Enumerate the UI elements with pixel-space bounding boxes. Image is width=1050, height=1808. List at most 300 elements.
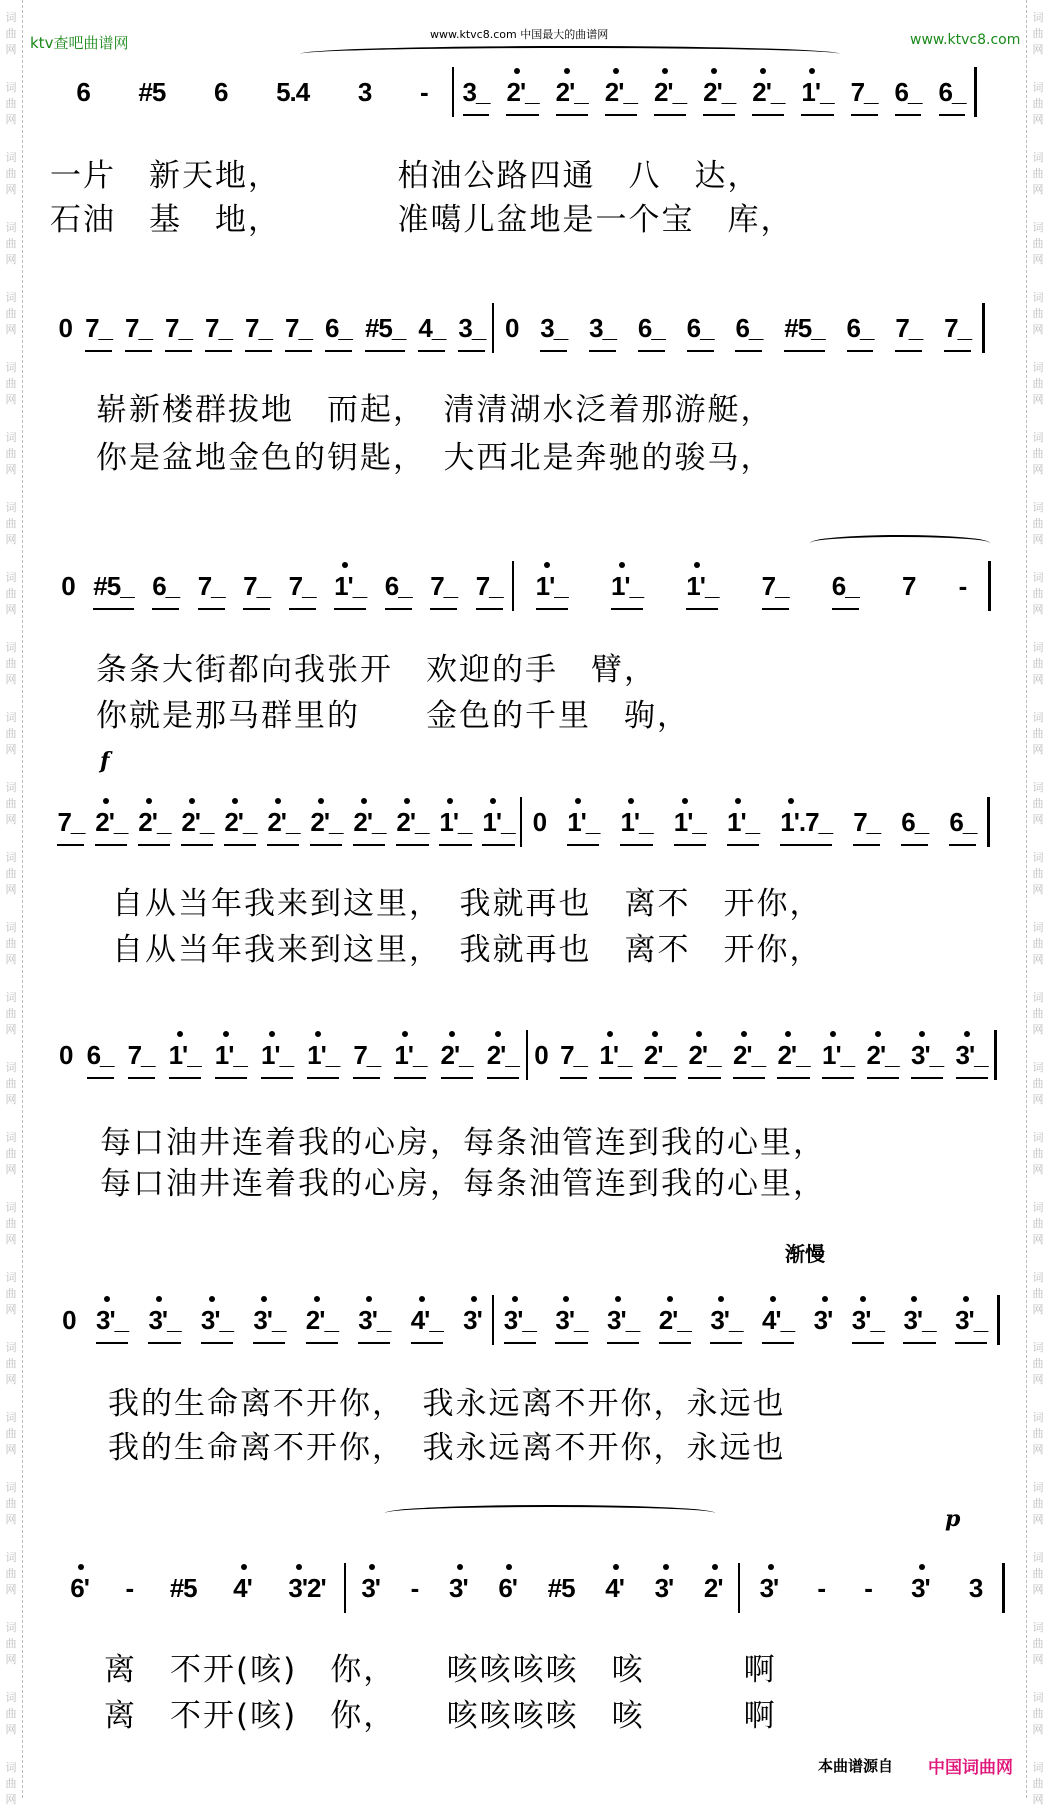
watermark-text: 词曲网 — [1032, 1201, 1044, 1246]
note — [801, 72, 833, 112]
note-token: 1'_ — [214, 1040, 247, 1070]
octave-dot — [615, 1296, 621, 1302]
beam-line — [607, 1342, 639, 1344]
octave-dot — [342, 562, 348, 568]
watermark-text: 词曲网 — [5, 1131, 17, 1176]
octave-dot — [694, 562, 700, 568]
lyric-line: 崭新楼群拔地 而起， 清清湖水泛着那游艇， — [96, 392, 774, 428]
watermark-text: 词曲网 — [1032, 1411, 1044, 1456]
note-token: 6_ — [324, 313, 352, 343]
beam-line — [710, 1342, 742, 1344]
measure — [52, 556, 512, 616]
note-token: 7_ — [243, 571, 271, 601]
note — [59, 1035, 72, 1075]
beam-line — [334, 608, 366, 610]
beam-line — [895, 350, 922, 352]
note-token: #5 — [138, 77, 166, 107]
beam-line — [267, 844, 299, 846]
note — [261, 1035, 293, 1075]
note — [704, 1568, 723, 1608]
beam-line — [949, 844, 976, 846]
note-token: #5 — [169, 1573, 197, 1603]
note-token: - — [410, 1573, 419, 1603]
note-token: 7_ — [895, 313, 923, 343]
measure — [52, 1290, 492, 1350]
octave-dot — [712, 1564, 718, 1570]
note — [944, 308, 971, 348]
measure — [494, 1290, 997, 1350]
note — [385, 566, 412, 606]
beam-line — [87, 1077, 114, 1079]
note-token: 3_ — [462, 77, 490, 107]
beam-line — [463, 114, 490, 116]
site-logo-left[interactable]: ktv查吧曲谱网 — [30, 34, 129, 52]
note — [85, 308, 112, 348]
beam-line — [310, 844, 342, 846]
note — [533, 802, 546, 842]
note-token: 6' — [70, 1573, 89, 1603]
watermark-text: 词曲网 — [5, 151, 17, 196]
watermark-text: 词曲网 — [5, 1341, 17, 1386]
measure — [454, 62, 974, 122]
note — [540, 308, 567, 348]
watermark-text: 词曲网 — [5, 501, 17, 546]
beam-line — [506, 114, 538, 116]
lyric-line: 你是盆地金色的钥匙， 大西北是奔驰的骏马， — [96, 440, 774, 476]
beam-line — [903, 1342, 935, 1344]
watermark-text: 词曲网 — [5, 1201, 17, 1246]
note — [482, 802, 514, 842]
note — [506, 72, 538, 112]
watermark-text: 词曲网 — [5, 1481, 17, 1526]
note — [441, 1035, 473, 1075]
beam-line — [205, 350, 232, 352]
note — [128, 1035, 155, 1075]
note-token: 1'_ — [673, 807, 706, 837]
watermark-text: 词曲网 — [5, 1621, 17, 1666]
note — [752, 72, 784, 112]
note — [599, 1035, 631, 1075]
octave-dot — [544, 562, 550, 568]
note-token: 0 — [59, 1040, 73, 1070]
note-token: 7_ — [944, 313, 972, 343]
note — [61, 566, 74, 606]
barline — [1002, 1563, 1005, 1613]
note-token: - — [125, 1573, 134, 1603]
note — [411, 1568, 419, 1608]
note-token: 0 — [504, 313, 519, 343]
beam-line — [224, 844, 256, 846]
beam-line — [285, 350, 312, 352]
note-token: 2'_ — [555, 77, 588, 107]
barline — [997, 1295, 1000, 1345]
note-token: 1'_ — [394, 1040, 427, 1070]
watermark-text: 词曲网 — [1032, 1481, 1044, 1526]
note-token: 1'_ — [334, 571, 367, 601]
octave-dot — [241, 1564, 247, 1570]
note — [93, 566, 133, 606]
watermark-text: 词曲网 — [1032, 151, 1044, 196]
beam-line — [852, 1342, 884, 1344]
note-token: 3_ — [540, 313, 568, 343]
beam-line — [589, 350, 616, 352]
beam-line — [956, 1077, 988, 1079]
tie-slur — [385, 1505, 715, 1521]
beam-line — [289, 608, 316, 610]
octave-dot — [369, 1564, 375, 1570]
note — [289, 566, 316, 606]
note-token: 2'_ — [267, 807, 300, 837]
note-token: 2'_ — [138, 807, 171, 837]
note — [852, 1300, 884, 1340]
octave-dot — [741, 1031, 747, 1037]
watermark-text: 词曲网 — [1032, 501, 1044, 546]
note-token: 7_ — [57, 807, 85, 837]
beam-line — [353, 844, 385, 846]
octave-dot — [104, 1296, 110, 1302]
note — [307, 1035, 339, 1075]
octave-dot — [514, 68, 520, 74]
octave-dot — [667, 1296, 673, 1302]
watermark-text: 词曲网 — [1032, 991, 1044, 1036]
note — [449, 1568, 468, 1608]
score-row — [52, 556, 991, 616]
watermark-text: 词曲网 — [5, 1411, 17, 1456]
beam-line — [851, 114, 878, 116]
beam-line — [243, 608, 270, 610]
beam-line — [939, 114, 966, 116]
measure — [494, 298, 982, 358]
beam-line — [439, 844, 471, 846]
note-token: 6 — [76, 77, 90, 107]
lyric-line: 自从当年我来到这里， 我就再也 离不 开你， — [112, 932, 823, 968]
octave-dot — [506, 1564, 512, 1570]
watermark-text: 词曲网 — [5, 291, 17, 336]
note — [548, 1568, 575, 1608]
beam-line — [365, 350, 405, 352]
watermark-text: 词曲网 — [5, 361, 17, 406]
tempo-marking: 渐慢 — [785, 1242, 825, 1266]
note — [674, 802, 706, 842]
tie-slur — [300, 46, 840, 62]
note-token: 6_ — [152, 571, 180, 601]
note-token: 6_ — [86, 1040, 114, 1070]
beam-line — [674, 844, 706, 846]
note-token: 2' — [703, 1573, 723, 1603]
watermark-text: 词曲网 — [1032, 1551, 1044, 1596]
octave-dot — [628, 798, 634, 804]
note — [895, 72, 922, 112]
note — [165, 308, 192, 348]
note — [851, 72, 878, 112]
note-token: 1'_ — [620, 807, 653, 837]
note-token: 2'_ — [688, 1040, 721, 1070]
octave-dot — [156, 1296, 162, 1302]
left-margin-border — [22, 0, 23, 1798]
octave-dot — [788, 798, 794, 804]
note — [285, 308, 312, 348]
note-token: 4'_ — [761, 1305, 795, 1335]
note-token: 1'_ — [599, 1040, 632, 1070]
beam-line — [353, 1077, 380, 1079]
note-token: #5_ — [93, 571, 134, 601]
lyric-line: 我的生命离不开你， 我永远离不开你，永远也 — [108, 1430, 786, 1466]
note-token: 6_ — [686, 313, 714, 343]
note — [686, 566, 718, 606]
beam-line — [482, 844, 514, 846]
beam-line — [125, 350, 152, 352]
beam-line — [181, 844, 213, 846]
beam-line — [644, 1077, 676, 1079]
note — [589, 308, 616, 348]
note-token: 1'_ — [535, 571, 568, 601]
beam-line — [261, 1077, 293, 1079]
beam-line — [540, 350, 567, 352]
note-token: 7_ — [85, 313, 112, 343]
beam-line — [411, 1342, 443, 1344]
beam-line — [687, 350, 714, 352]
note — [215, 1035, 247, 1075]
beam-line — [659, 1342, 691, 1344]
octave-dot — [919, 1031, 925, 1037]
octave-dot — [457, 1564, 463, 1570]
measure — [52, 298, 492, 358]
note — [487, 1035, 519, 1075]
note — [310, 802, 342, 842]
note — [243, 566, 270, 606]
note — [555, 1300, 587, 1340]
note-token: 2'_ — [305, 1305, 338, 1335]
note-token: 7_ — [125, 313, 152, 343]
measure — [346, 1558, 738, 1618]
note-token: 3 — [357, 77, 372, 107]
note — [901, 802, 928, 842]
note-token: 3_ — [458, 313, 486, 343]
beam-line — [901, 844, 928, 846]
note-token: 7_ — [197, 571, 225, 601]
note-token: 2'_ — [506, 77, 539, 107]
barline — [974, 67, 977, 117]
beam-line — [944, 350, 971, 352]
note — [895, 308, 922, 348]
beam-line — [688, 1077, 720, 1079]
dynamic-forte: f — [100, 748, 110, 774]
beam-line — [654, 114, 686, 116]
note-token: 4' — [233, 1573, 252, 1603]
note — [361, 1568, 380, 1608]
note — [762, 1300, 794, 1340]
note-token: 2'_ — [604, 77, 637, 107]
note — [504, 1300, 536, 1340]
note-token: #5 — [547, 1573, 575, 1603]
note-token: - — [864, 1573, 872, 1603]
note-token: 3' — [654, 1573, 674, 1603]
octave-dot — [471, 1296, 477, 1302]
note — [394, 1035, 426, 1075]
beam-line — [867, 1077, 899, 1079]
watermark-text: 词曲网 — [1032, 781, 1044, 826]
note-token: 1'_ — [260, 1040, 294, 1070]
octave-dot — [564, 68, 570, 74]
note-token: 6_ — [894, 77, 922, 107]
note-token: 7_ — [165, 313, 192, 343]
barline — [994, 1030, 997, 1080]
note-token: 1'_ — [307, 1040, 340, 1070]
measure — [52, 1558, 344, 1618]
watermark-text: 词曲网 — [1032, 641, 1044, 686]
note-token: 3'_ — [95, 1305, 129, 1335]
note-token: 6_ — [846, 313, 874, 343]
octave-dot — [315, 1031, 321, 1037]
beam-line — [385, 608, 412, 610]
note-token: 0 — [61, 571, 75, 601]
right-margin-border — [1026, 0, 1027, 1798]
note-token: 3'_ — [253, 1305, 286, 1335]
note — [267, 802, 299, 842]
octave-dot — [189, 798, 195, 804]
octave-dot — [314, 1296, 320, 1302]
note — [148, 1300, 180, 1340]
watermark-text: 词曲网 — [5, 641, 17, 686]
beam-line — [784, 350, 824, 352]
measure — [522, 792, 987, 852]
note — [780, 802, 832, 842]
note — [853, 802, 880, 842]
note-token: 7_ — [288, 571, 316, 601]
note-token: 3'_ — [851, 1305, 884, 1335]
note-token: 3' — [759, 1573, 779, 1603]
note — [70, 1568, 89, 1608]
note-token: 4' — [605, 1573, 624, 1603]
note-token: 6_ — [949, 807, 977, 837]
octave-dot — [512, 1296, 518, 1302]
beam-line — [762, 608, 789, 610]
beam-line — [777, 1077, 809, 1079]
beam-line — [430, 608, 457, 610]
note-token: 7_ — [850, 77, 878, 107]
measure — [52, 1025, 526, 1085]
beam-line — [96, 1342, 128, 1344]
beam-line — [620, 844, 652, 846]
lyric-line: 一片 新天地， 柏油公路四通 八 达， — [50, 158, 761, 194]
beam-line — [735, 350, 762, 352]
note — [760, 1568, 779, 1608]
note-token: 1'_ — [567, 807, 600, 837]
beam-line — [148, 1342, 180, 1344]
barline — [987, 797, 990, 847]
source-site-link[interactable]: 中国词曲网 — [928, 1758, 1013, 1778]
octave-dot — [662, 68, 668, 74]
note — [76, 72, 89, 112]
note-token: 2'_ — [866, 1040, 899, 1070]
octave-dot — [770, 1296, 776, 1302]
beam-line — [441, 1077, 473, 1079]
note — [463, 72, 490, 112]
watermark-text: 词曲网 — [1032, 221, 1044, 266]
note-token: 2'_ — [95, 807, 128, 837]
note — [638, 308, 665, 348]
beam-line — [93, 608, 133, 610]
octave-dot — [209, 1296, 215, 1302]
octave-dot — [663, 1564, 669, 1570]
note — [703, 72, 735, 112]
note — [420, 72, 428, 112]
note — [476, 566, 503, 606]
note — [659, 1300, 691, 1340]
note — [959, 566, 967, 606]
note-token: 6 — [213, 77, 228, 107]
note-token: 1'_ — [686, 571, 719, 601]
note — [439, 802, 471, 842]
score-row — [52, 1558, 1005, 1618]
lyric-line: 你就是那马群里的 金色的千里 驹， — [96, 698, 690, 734]
watermark-text: 词曲网 — [1032, 431, 1044, 476]
note — [864, 1568, 872, 1608]
note-token: 4'_ — [410, 1305, 443, 1335]
note-token: 0 — [62, 1305, 76, 1335]
note — [655, 1568, 674, 1608]
octave-dot — [652, 1031, 658, 1037]
note-token: 6_ — [735, 313, 763, 343]
site-url-right[interactable]: www.ktvc8.com — [910, 32, 1021, 48]
measure — [52, 792, 520, 852]
note-token: 3'_ — [955, 1040, 988, 1070]
octave-dot — [860, 1296, 866, 1302]
lyric-line: 离 不开(咳) 你， 咳咳咳咳 咳 啊 — [104, 1652, 777, 1688]
beam-line — [418, 350, 445, 352]
octave-dot — [711, 68, 717, 74]
beam-line — [325, 350, 352, 352]
note — [96, 1300, 128, 1340]
octave-dot — [718, 1296, 724, 1302]
beam-line — [138, 844, 170, 846]
watermark-text: 词曲网 — [1032, 11, 1044, 56]
note — [138, 72, 165, 112]
lyric-line: 离 不开(咳) 你， 咳咳咳咳 咳 啊 — [104, 1698, 777, 1734]
beam-line — [560, 1077, 587, 1079]
beam-line — [686, 608, 718, 610]
watermark-text: 词曲网 — [5, 1691, 17, 1736]
watermark-text: 词曲网 — [1032, 291, 1044, 336]
note — [762, 566, 789, 606]
note — [605, 1568, 624, 1608]
beam-line — [555, 1342, 587, 1344]
note — [205, 308, 232, 348]
beam-line — [307, 1077, 339, 1079]
octave-dot — [269, 1031, 275, 1037]
beam-line — [198, 608, 225, 610]
beam-line — [57, 844, 84, 846]
lyric-line: 每口油井连着我的心房，每条油管连到我的心里， — [100, 1125, 826, 1161]
watermark-text: 词曲网 — [1032, 1131, 1044, 1176]
octave-dot — [682, 798, 688, 804]
octave-dot — [563, 1296, 569, 1302]
beam-line — [911, 1077, 943, 1079]
note-token: 1'_ — [727, 807, 760, 837]
beam-line — [801, 114, 833, 116]
note — [911, 1035, 943, 1075]
note-token: 1'_ — [482, 807, 515, 837]
octave-dot — [402, 1031, 408, 1037]
watermark-text: 词曲网 — [1032, 81, 1044, 126]
note — [430, 566, 457, 606]
beam-line — [85, 350, 112, 352]
note — [955, 1300, 987, 1340]
note — [867, 1035, 899, 1075]
note-token: 7_ — [430, 571, 458, 601]
watermark-text: 词曲网 — [5, 711, 17, 756]
note — [458, 308, 485, 348]
